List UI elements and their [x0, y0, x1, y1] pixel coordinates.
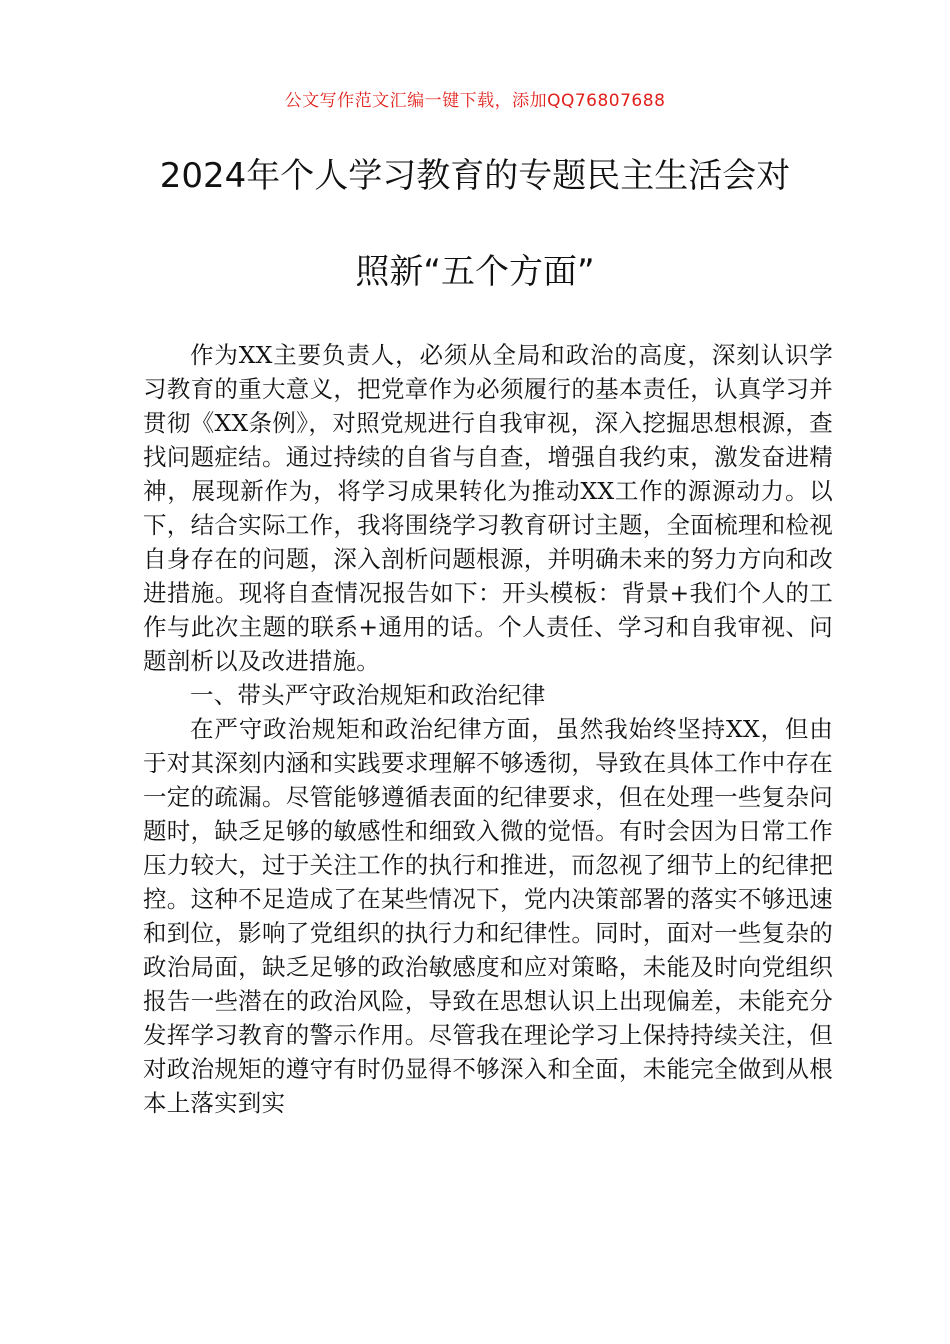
download-notice: 公文写作范文汇编一键下载，添加QQ76807688 — [284, 91, 666, 111]
intro-paragraph: 作为XX主要负责人，必须从全局和政治的高度，深刻认识学习教育的重大意义，把党章作为必须履行的基本责任，认真学习并贯彻《XX条例》，对照党规进行自我审视，深入挖掘思想根源，查找问题症结。通过持续的自省与自查，增强自我约束，激发奋进精神，展现新作为，将学习成果转化为推动XX工作的源源动力。以下，结合实际工作，我将围绕学习教育研讨主题，全面梳理和检视自身存在的问题，深入剖析问题根源，并明确未来的努力方向和改进措施。现将自查情况报告如下：开头模板：背景+我们个人的工作与此次主题的联系+通用的话。个人责任、学习和自我审视、问题剖析以及改进措施。 — [143, 341, 833, 675]
title-line-2: 照新“五个方面” — [355, 252, 595, 292]
document-body — [143, 338, 833, 1120]
title-line-1: 2024年个人学习教育的专题民主生活会对 — [159, 156, 791, 196]
document-title — [110, 150, 840, 298]
section-heading: 一、带头严守政治规矩和政治纪律 — [190, 681, 546, 709]
section-paragraph: 在严守政治规矩和政治纪律方面，虽然我始终坚持XX，但由于对其深刻内涵和实践要求理解不够透彻，导致在具体工作中存在一定的疏漏。尽管能够遵循表面的纪律要求，但在处理一些复杂问题时，缺乏足够的敏感性和细致入微的觉悟。有时会因为日常工作压力较大，过于关注工作的执行和推进，而忽视了细节上的纪律把控。这种不足造成了在某些情况下，党内决策部署的落实不够迅速和到位，影响了党组织的执行力和纪律性。同时，面对一些复杂的政治局面，缺乏足够的政治敏感度和应对策略，未能及时向党组织报告一些潜在的政治风险，导致在思想认识上出现偏差，未能充分发挥学习教育的警示作用。尽管我在理论学习上保持持续关注，但对政治规矩的遵守有时仍显得不够深入和全面，未能完全做到从根本上落实到实 — [143, 715, 833, 1117]
